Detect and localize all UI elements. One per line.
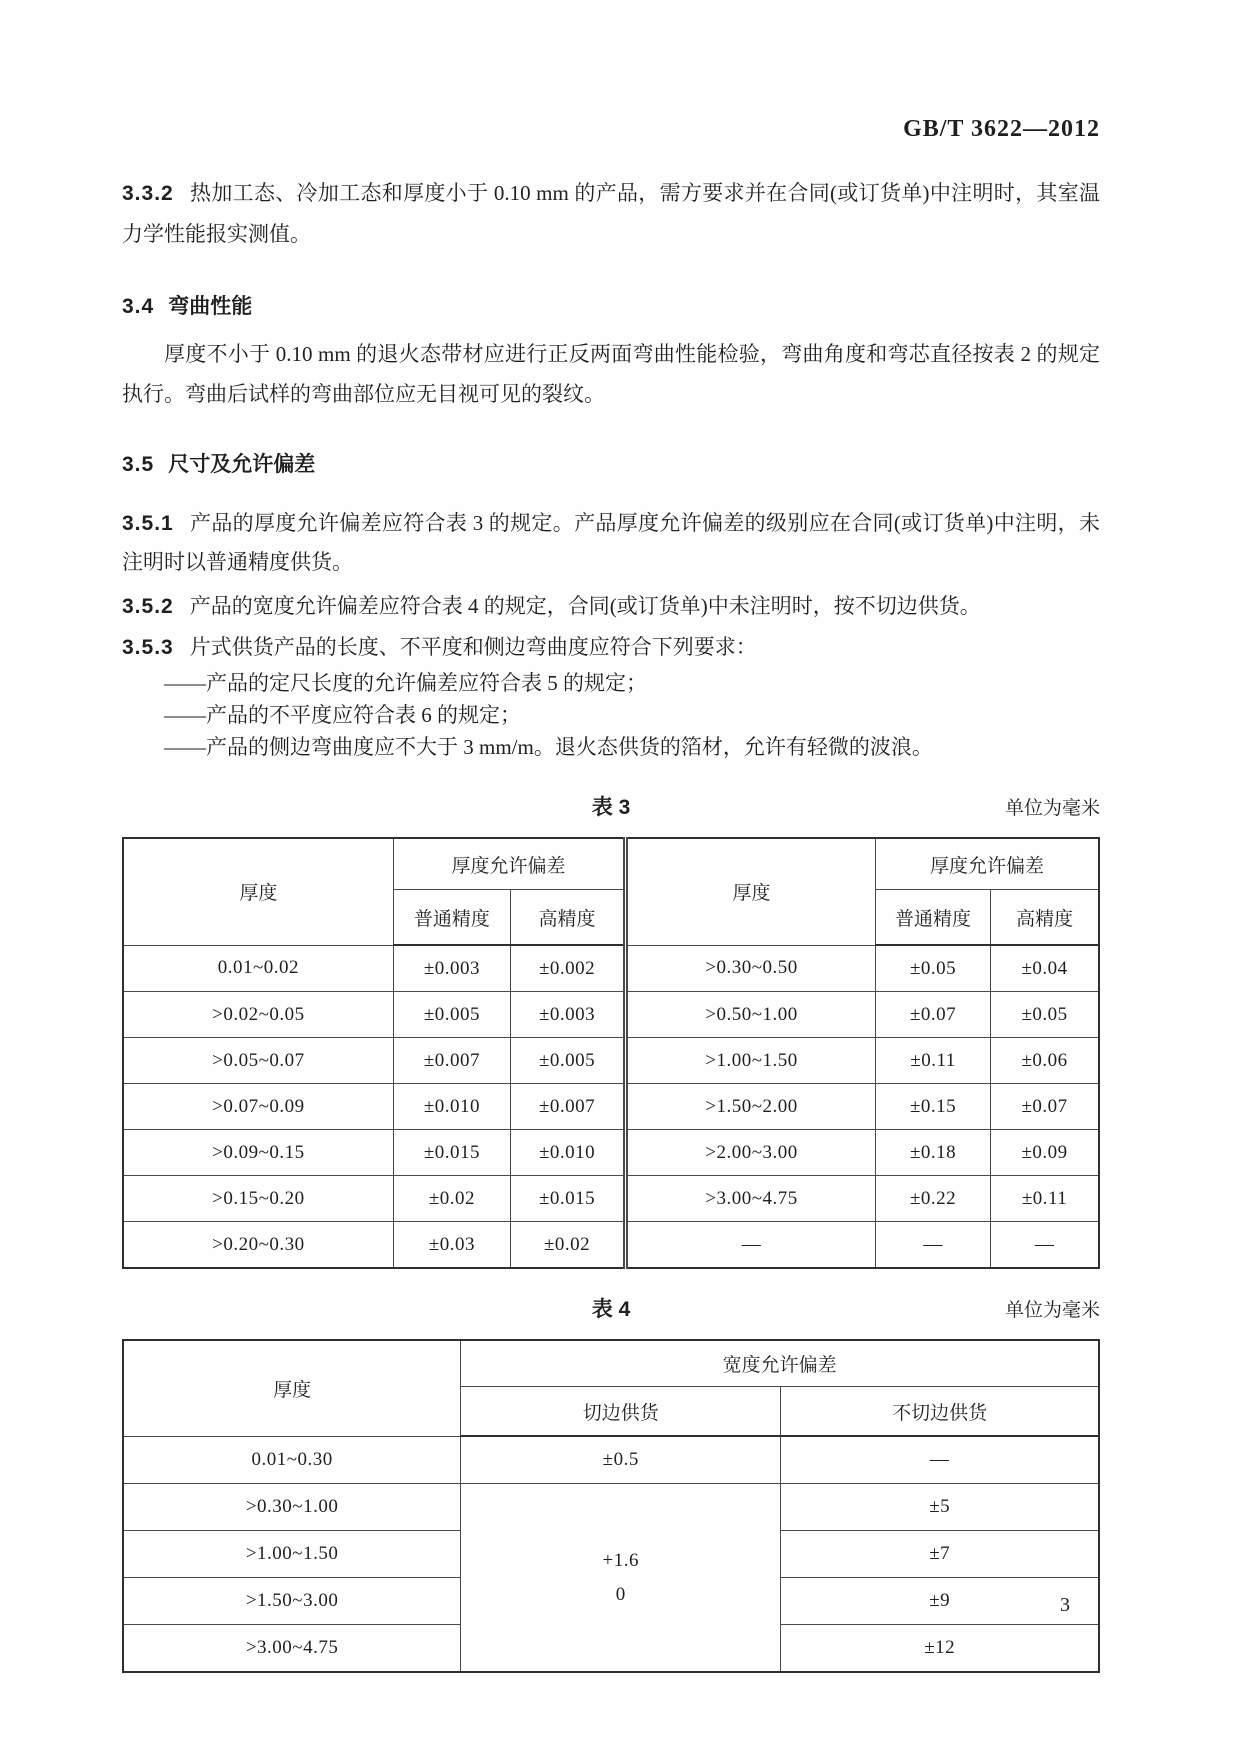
clause-number: 3.5.3 <box>122 636 174 659</box>
section-heading-3-4 <box>122 292 1100 322</box>
table-cell: >0.05~0.07 <box>123 1038 393 1084</box>
table-cell: >1.50~2.00 <box>626 1084 876 1130</box>
section-number: 3.4 <box>122 295 155 318</box>
table-cell: ±0.02 <box>510 1222 625 1269</box>
clause-3-3-2 <box>122 173 1100 254</box>
section-title: 弯曲性能 <box>168 295 253 318</box>
clause-number: 3.5.2 <box>122 595 174 618</box>
table-cell: ±0.005 <box>510 1038 625 1084</box>
table-cell: >1.00~1.50 <box>626 1038 876 1084</box>
requirement-list <box>122 667 1100 763</box>
table-cell: >2.00~3.00 <box>626 1130 876 1176</box>
table-cell: ±0.07 <box>875 992 990 1038</box>
section-heading-3-5 <box>122 450 1100 480</box>
table-cell: ±12 <box>781 1625 1099 1673</box>
clause-3-5-3 <box>122 628 1100 667</box>
table-cell: ±0.05 <box>875 945 990 992</box>
clause-number: 3.5.1 <box>122 512 174 535</box>
table-cell: ±0.15 <box>875 1084 990 1130</box>
table-cell: — <box>781 1436 1099 1484</box>
tolerance-upper: +1.6 <box>602 1549 639 1571</box>
table-cell: ±0.18 <box>875 1130 990 1176</box>
list-item: ——产品的不平度应符合表 6 的规定； <box>164 703 521 727</box>
tolerance-lower: 0 <box>615 1583 626 1605</box>
table-cell-merged-tolerance <box>461 1484 781 1673</box>
table-row <box>123 1436 1099 1484</box>
table-cell: ±0.010 <box>393 1084 510 1130</box>
table-cell: >0.20~0.30 <box>123 1222 393 1269</box>
table-cell: ±0.003 <box>393 945 510 992</box>
section-number: 3.5 <box>122 453 155 476</box>
table-cell: ±7 <box>781 1531 1099 1578</box>
table-cell: >0.07~0.09 <box>123 1084 393 1130</box>
table-row <box>123 1176 1099 1222</box>
table4-width-tolerance <box>122 1339 1100 1673</box>
t3-header-thickness-left: 厚度 <box>123 838 393 945</box>
table-cell: >0.15~0.20 <box>123 1176 393 1222</box>
table-cell: ±0.015 <box>393 1130 510 1176</box>
table-cell: ±0.5 <box>461 1436 781 1484</box>
clause-text: 热加工态、冷加工态和厚度小于 0.10 mm 的产品，需方要求并在合同(或订货单)中注明时，其室温力学性能报实测值。 <box>122 181 1100 246</box>
clause-text: 产品的宽度允许偏差应符合表 4 的规定，合同(或订货单)中未注明时，按不切边供货。 <box>189 594 981 618</box>
clause-text: 产品的厚度允许偏差应符合表 3 的规定。产品厚度允许偏差的级别应在合同(或订货单)中注明，未注明时以普通精度供货。 <box>122 511 1100 574</box>
table-cell: >0.30~0.50 <box>626 945 876 992</box>
table-cell: >1.50~3.00 <box>123 1578 461 1625</box>
table-cell: >0.50~1.00 <box>626 992 876 1038</box>
table-cell: ±5 <box>781 1484 1099 1531</box>
doc-number: GB/T 3622—2012 <box>903 116 1100 142</box>
t3-header-tolerance-right: 厚度允许偏差 <box>875 838 1099 890</box>
t3-subheader-high-right: 高精度 <box>991 890 1099 946</box>
table-cell: ±0.11 <box>875 1038 990 1084</box>
t3-header-thickness-right: 厚度 <box>626 838 876 945</box>
table4-caption: 表 4 <box>591 1298 631 1321</box>
table-header-row <box>123 838 1099 890</box>
clause-3-5-2 <box>122 587 1100 626</box>
table4-caption-row <box>122 1295 1100 1325</box>
clause-number: 3.3.2 <box>122 182 174 205</box>
table-cell: >0.30~1.00 <box>123 1484 461 1531</box>
table-cell: ±0.07 <box>991 1084 1099 1130</box>
table-cell: 0.01~0.02 <box>123 945 393 992</box>
table-cell: ±0.005 <box>393 992 510 1038</box>
table-cell: ±0.22 <box>875 1176 990 1222</box>
table-cell: >3.00~4.75 <box>626 1176 876 1222</box>
t4-header-thickness: 厚度 <box>123 1340 461 1436</box>
table-cell: — <box>875 1222 990 1269</box>
table-cell: ±0.11 <box>991 1176 1099 1222</box>
table-cell: ±0.05 <box>991 992 1099 1038</box>
section-title: 尺寸及允许偏差 <box>168 453 316 476</box>
table-cell: — <box>626 1222 876 1269</box>
clause-3-5-1 <box>122 504 1100 581</box>
table-cell: — <box>991 1222 1099 1269</box>
table-cell: ±0.09 <box>991 1130 1099 1176</box>
t4-header-tolerance: 宽度允许偏差 <box>461 1340 1099 1387</box>
table-cell: ±0.010 <box>510 1130 625 1176</box>
t4-subheader-cut: 切边供货 <box>461 1387 781 1437</box>
table-cell: >1.00~1.50 <box>123 1531 461 1578</box>
table3-thickness-tolerance <box>122 837 1100 1269</box>
table-row <box>123 1130 1099 1176</box>
table-cell: >0.09~0.15 <box>123 1130 393 1176</box>
table-row <box>123 945 1099 992</box>
t3-subheader-normal-left: 普通精度 <box>393 890 510 946</box>
table-cell: ±0.02 <box>393 1176 510 1222</box>
table-cell: ±0.03 <box>393 1222 510 1269</box>
t3-header-tolerance-left: 厚度允许偏差 <box>393 838 625 890</box>
table-row <box>123 992 1099 1038</box>
table-cell: ±0.015 <box>510 1176 625 1222</box>
page-number: 3 <box>1060 1594 1070 1616</box>
table-cell: >0.02~0.05 <box>123 992 393 1038</box>
table-row <box>123 1484 1099 1531</box>
t3-subheader-high-left: 高精度 <box>510 890 625 946</box>
table3-caption-row <box>122 793 1100 823</box>
table-cell: ±0.003 <box>510 992 625 1038</box>
table-cell: ±9 <box>781 1578 1099 1625</box>
table3-unit-note: 单位为毫米 <box>1004 798 1100 819</box>
table3-caption: 表 3 <box>591 796 631 819</box>
list-item: ——产品的定尺长度的允许偏差应符合表 5 的规定； <box>164 671 647 695</box>
table4-unit-note: 单位为毫米 <box>1004 1300 1100 1321</box>
table-cell: ±0.002 <box>510 945 625 992</box>
table-row <box>123 1084 1099 1130</box>
table-cell: ±0.007 <box>510 1084 625 1130</box>
para-3-4: 厚度不小于 0.10 mm 的退火态带材应进行正反两面弯曲性能检验，弯曲角度和弯芯直径按表 2 的规定执行。弯曲后试样的弯曲部位应无目视可见的裂纹。 <box>122 342 1100 406</box>
table-row <box>123 1038 1099 1084</box>
list-item: ——产品的侧边弯曲度应不大于 3 mm/m。退火态供货的箔材，允许有轻微的波浪。 <box>164 735 933 759</box>
table-row <box>123 1222 1099 1269</box>
table-cell: 0.01~0.30 <box>123 1436 461 1484</box>
t4-subheader-uncut: 不切边供货 <box>781 1387 1099 1437</box>
table-header-row <box>123 1340 1099 1387</box>
table-cell: ±0.007 <box>393 1038 510 1084</box>
table-cell: >3.00~4.75 <box>123 1625 461 1673</box>
page-content <box>122 0 1100 1673</box>
table-cell: ±0.06 <box>991 1038 1099 1084</box>
clause-text: 片式供货产品的长度、不平度和侧边弯曲度应符合下列要求： <box>189 635 757 659</box>
table-cell: ±0.04 <box>991 945 1099 992</box>
t3-subheader-normal-right: 普通精度 <box>875 890 990 946</box>
